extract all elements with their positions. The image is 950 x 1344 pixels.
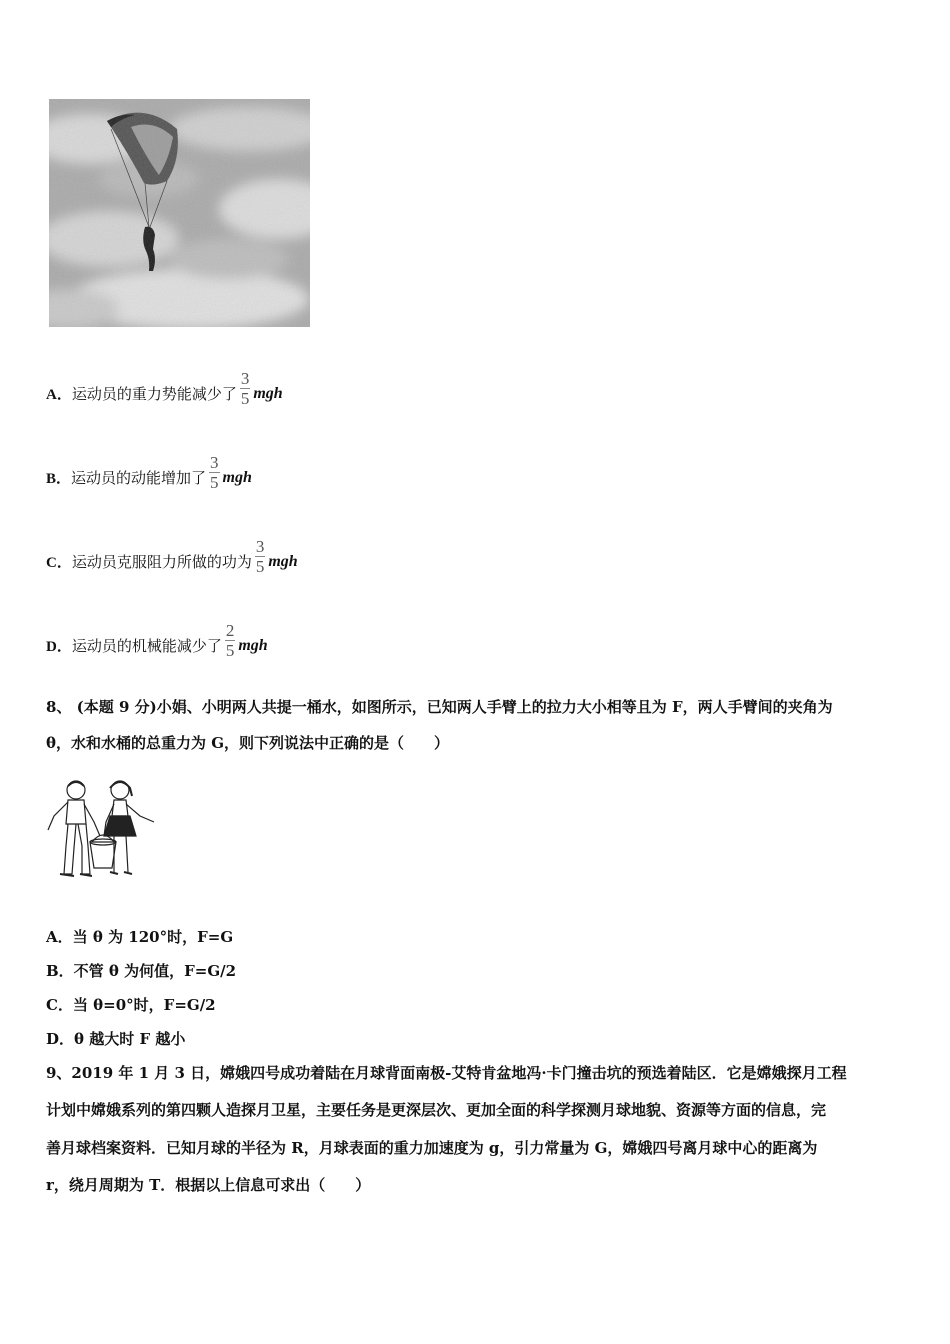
unit-mgh: mgh xyxy=(253,385,283,402)
fraction-denominator: 5 xyxy=(210,473,219,492)
fraction-numerator: 3 xyxy=(240,369,250,388)
q8-stem-line-1: 8、 (本题 9 分)小娟、小明两人共提一桶水，如图所示，已知两人手臂上的拉力大小相等且为 F，两人手臂间的夹角为 xyxy=(46,698,833,716)
fraction-numerator: 3 xyxy=(255,537,265,556)
option-d[interactable] xyxy=(46,616,268,660)
fraction-denominator: 5 xyxy=(255,557,265,576)
q8-stem-line-2: θ，水和水桶的总重力为 G，则下列说法中正确的是（ ） xyxy=(46,734,450,752)
q9-stem-line-3: 善月球档案资料．已知月球的半径为 R，月球表面的重力加速度为 g，引力常量为 G，嫦娥四号离月球中心的距离为 xyxy=(46,1139,818,1157)
unit-mgh: mgh xyxy=(268,553,298,570)
option-text: 运动员的重力势能减少了 xyxy=(71,385,237,403)
q9-stem-line-4: r，绕月周期为 T．根据以上信息可求出（ ） xyxy=(46,1176,371,1194)
fraction-denominator: 5 xyxy=(225,641,235,660)
option-letter: B． xyxy=(46,471,72,487)
paraglider-photo xyxy=(49,99,310,327)
option-text: 运动员的机械能减少了 xyxy=(71,637,222,655)
fraction-numerator: 2 xyxy=(225,621,235,640)
fraction xyxy=(240,369,251,408)
kids-carrying-bucket-figure xyxy=(44,776,156,886)
fraction-numerator: 3 xyxy=(210,453,219,472)
q8-option-b[interactable]: B．不管 θ 为何值，F=G/2 xyxy=(46,962,237,980)
fraction xyxy=(209,453,220,492)
q8-option-c[interactable]: C．当 θ=0°时，F=G/2 xyxy=(46,996,216,1014)
option-letter: C． xyxy=(46,555,72,571)
fraction xyxy=(225,621,236,660)
fraction-denominator: 5 xyxy=(240,389,250,408)
option-b[interactable] xyxy=(46,448,252,492)
unit-mgh: mgh xyxy=(222,469,252,486)
unit-mgh: mgh xyxy=(238,637,268,654)
q9-stem-line-1: 9、2019 年 1 月 3 日，嫦娥四号成功着陆在月球背面南极-艾特肯盆地冯·卡门撞击坑的预选着陆区．它是嫦娥探月工程 xyxy=(46,1064,847,1082)
option-c[interactable] xyxy=(46,532,298,576)
option-text: 运动员克服阻力所做的功为 xyxy=(71,553,252,571)
paraglider-illustration xyxy=(49,99,310,327)
option-text: 运动员的动能增加了 xyxy=(71,469,207,487)
q9-stem-line-2: 计划中嫦娥系列的第四颗人造探月卫星，主要任务是更深层次、更加全面的科学探测月球地貌、资源等方面的信息，完 xyxy=(46,1101,827,1119)
q8-option-a[interactable]: A．当 θ 为 120°时，F=G xyxy=(46,928,234,946)
kids-illustration xyxy=(44,776,156,886)
option-letter: A． xyxy=(46,387,72,403)
option-a[interactable] xyxy=(46,364,283,408)
fraction xyxy=(255,537,266,576)
option-letter: D． xyxy=(46,639,72,655)
q8-option-d[interactable]: D．θ 越大时 F 越小 xyxy=(46,1030,186,1048)
